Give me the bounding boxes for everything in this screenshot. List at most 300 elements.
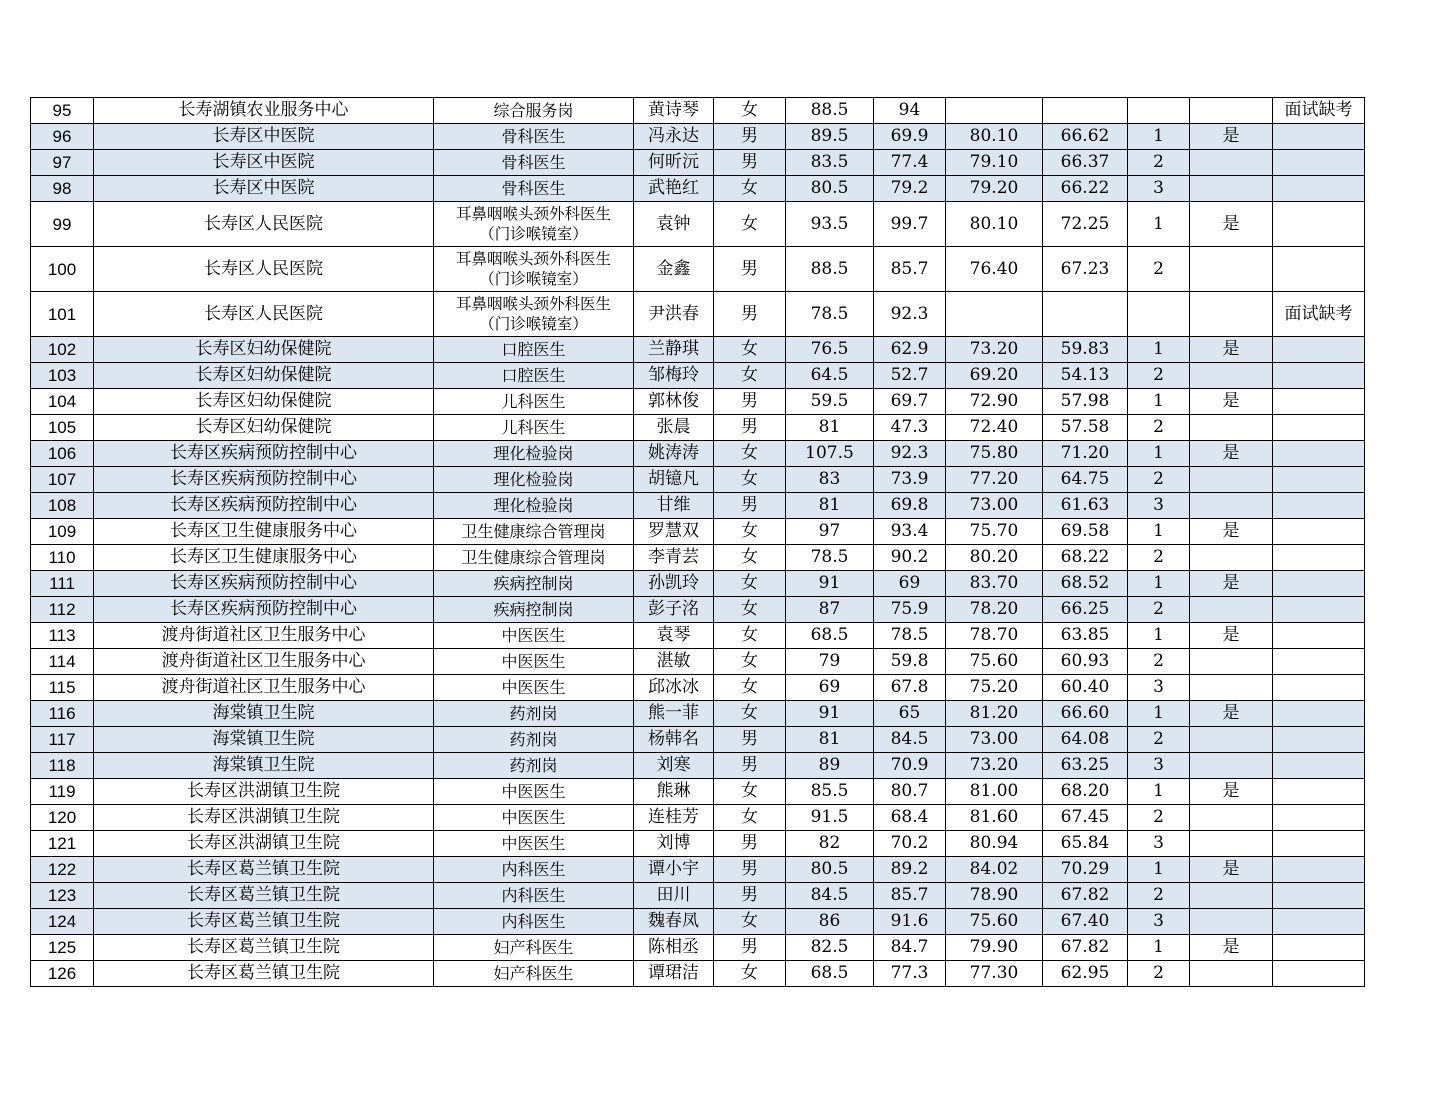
cell-gender: 男	[714, 753, 786, 779]
table-row	[31, 150, 1365, 176]
post-line: 卫生健康综合管理岗	[461, 522, 606, 541]
cell-note	[1273, 247, 1365, 292]
cell-written-score: 59.5	[786, 389, 874, 415]
cell-unit: 长寿区疾病预防控制中心	[94, 493, 434, 519]
cell-index: 100	[31, 247, 94, 292]
cell-hired	[1190, 467, 1273, 493]
cell-hired: 是	[1190, 935, 1273, 961]
cell-unit: 长寿区妇幼保健院	[94, 337, 434, 363]
cell-written-score: 81	[786, 727, 874, 753]
table-row	[31, 805, 1365, 831]
cell-name: 郭林俊	[634, 389, 714, 415]
cell-gender: 男	[714, 389, 786, 415]
cell-unit: 长寿区中医院	[94, 124, 434, 150]
cell-hired	[1190, 831, 1273, 857]
cell-hired	[1190, 675, 1273, 701]
cell-name: 邹梅玲	[634, 363, 714, 389]
cell-gender: 男	[714, 247, 786, 292]
cell-index: 98	[31, 176, 94, 202]
cell-name: 金鑫	[634, 247, 714, 292]
cell-written-score: 64.5	[786, 363, 874, 389]
cell-index: 107	[31, 467, 94, 493]
cell-rank: 1	[1128, 857, 1190, 883]
cell-name: 邱冰冰	[634, 675, 714, 701]
cell-total-score: 61.63	[1043, 493, 1128, 519]
cell-written-score: 91	[786, 701, 874, 727]
cell-name: 刘博	[634, 831, 714, 857]
cell-written-score: 78.5	[786, 292, 874, 337]
cell-interview-score: 80.20	[946, 545, 1043, 571]
cell-gender: 女	[714, 701, 786, 727]
cell-gender: 女	[714, 98, 786, 124]
post-line: 骨科医生	[501, 153, 566, 172]
cell-total-score: 60.40	[1043, 675, 1128, 701]
cell-total-score: 66.60	[1043, 701, 1128, 727]
cell-rank: 1	[1128, 202, 1190, 247]
cell-written-score: 83.5	[786, 150, 874, 176]
cell-index: 103	[31, 363, 94, 389]
table-row	[31, 857, 1365, 883]
cell-rank: 1	[1128, 389, 1190, 415]
cell-index: 106	[31, 441, 94, 467]
cell-hired	[1190, 883, 1273, 909]
cell-written-score: 89	[786, 753, 874, 779]
post-line: （门诊喉镜室）	[479, 315, 588, 333]
cell-total-score: 67.82	[1043, 883, 1128, 909]
cell-note	[1273, 727, 1365, 753]
cell-note	[1273, 857, 1365, 883]
cell-note	[1273, 649, 1365, 675]
cell-note	[1273, 779, 1365, 805]
cell-written-score: 84.5	[786, 883, 874, 909]
cell-gender: 男	[714, 292, 786, 337]
cell-gender: 女	[714, 202, 786, 247]
cell-name: 湛敏	[634, 649, 714, 675]
cell-score: 94	[874, 98, 946, 124]
cell-name: 谭小宇	[634, 857, 714, 883]
cell-written-score: 88.5	[786, 98, 874, 124]
cell-name: 陈相丞	[634, 935, 714, 961]
table-row	[31, 701, 1365, 727]
cell-interview-score	[946, 98, 1043, 124]
cell-total-score: 67.23	[1043, 247, 1128, 292]
cell-unit: 渡舟街道社区卫生服务中心	[94, 623, 434, 649]
cell-name: 熊一菲	[634, 701, 714, 727]
cell-total-score: 70.29	[1043, 857, 1128, 883]
post-line: 理化检验岗	[493, 470, 574, 489]
cell-hired	[1190, 176, 1273, 202]
cell-total-score: 67.45	[1043, 805, 1128, 831]
table-row	[31, 247, 1365, 292]
table-row	[31, 202, 1365, 247]
cell-name: 连桂芳	[634, 805, 714, 831]
cell-note	[1273, 150, 1365, 176]
cell-note	[1273, 623, 1365, 649]
post-line: 药剂岗	[509, 704, 558, 723]
cell-rank: 1	[1128, 337, 1190, 363]
cell-index: 95	[31, 98, 94, 124]
cell-note	[1273, 545, 1365, 571]
cell-note	[1273, 831, 1365, 857]
cell-post	[434, 805, 634, 831]
cell-note	[1273, 961, 1365, 987]
cell-note	[1273, 337, 1365, 363]
cell-note	[1273, 675, 1365, 701]
cell-interview-score: 80.94	[946, 831, 1043, 857]
cell-unit: 长寿湖镇农业服务中心	[94, 98, 434, 124]
cell-hired	[1190, 727, 1273, 753]
cell-unit: 长寿区洪湖镇卫生院	[94, 831, 434, 857]
cell-post	[434, 124, 634, 150]
cell-hired	[1190, 292, 1273, 337]
cell-rank: 3	[1128, 493, 1190, 519]
cell-post	[434, 98, 634, 124]
cell-rank: 2	[1128, 363, 1190, 389]
cell-unit: 长寿区葛兰镇卫生院	[94, 909, 434, 935]
post-line: 口腔医生	[501, 366, 566, 385]
cell-rank: 3	[1128, 675, 1190, 701]
cell-interview-score: 80.10	[946, 124, 1043, 150]
cell-post	[434, 292, 634, 337]
cell-index: 122	[31, 857, 94, 883]
post-line: 内科医生	[501, 860, 566, 879]
cell-unit: 长寿区人民医院	[94, 202, 434, 247]
cell-unit: 长寿区洪湖镇卫生院	[94, 779, 434, 805]
cell-index: 108	[31, 493, 94, 519]
cell-note	[1273, 805, 1365, 831]
cell-name: 何昕沅	[634, 150, 714, 176]
cell-unit: 渡舟街道社区卫生服务中心	[94, 675, 434, 701]
cell-total-score: 63.85	[1043, 623, 1128, 649]
cell-post	[434, 623, 634, 649]
cell-hired: 是	[1190, 389, 1273, 415]
cell-rank: 2	[1128, 150, 1190, 176]
cell-hired: 是	[1190, 779, 1273, 805]
cell-total-score: 67.82	[1043, 935, 1128, 961]
cell-rank: 2	[1128, 247, 1190, 292]
cell-score: 78.5	[874, 623, 946, 649]
cell-written-score: 82.5	[786, 935, 874, 961]
post-line: 妇产科医生	[493, 938, 574, 957]
cell-name: 袁钟	[634, 202, 714, 247]
cell-hired	[1190, 98, 1273, 124]
cell-unit: 长寿区卫生健康服务中心	[94, 545, 434, 571]
cell-gender: 女	[714, 467, 786, 493]
cell-written-score: 79	[786, 649, 874, 675]
cell-rank: 1	[1128, 623, 1190, 649]
cell-hired	[1190, 649, 1273, 675]
cell-total-score: 60.93	[1043, 649, 1128, 675]
cell-interview-score: 79.20	[946, 176, 1043, 202]
cell-hired: 是	[1190, 441, 1273, 467]
cell-note	[1273, 597, 1365, 623]
cell-gender: 女	[714, 779, 786, 805]
cell-score: 77.3	[874, 961, 946, 987]
cell-name: 李青芸	[634, 545, 714, 571]
cell-total-score	[1043, 98, 1128, 124]
cell-interview-score: 73.00	[946, 727, 1043, 753]
cell-note	[1273, 493, 1365, 519]
cell-total-score: 54.13	[1043, 363, 1128, 389]
cell-score: 93.4	[874, 519, 946, 545]
cell-interview-score	[946, 292, 1043, 337]
cell-post	[434, 779, 634, 805]
cell-post	[434, 753, 634, 779]
cell-hired: 是	[1190, 519, 1273, 545]
cell-score: 90.2	[874, 545, 946, 571]
post-line: 内科医生	[501, 912, 566, 931]
cell-post	[434, 675, 634, 701]
cell-gender: 女	[714, 961, 786, 987]
cell-interview-score: 75.60	[946, 909, 1043, 935]
cell-post	[434, 247, 634, 292]
cell-gender: 女	[714, 597, 786, 623]
cell-hired	[1190, 493, 1273, 519]
table-row	[31, 545, 1365, 571]
post-line: 儿科医生	[501, 392, 566, 411]
cell-index: 99	[31, 202, 94, 247]
cell-written-score: 85.5	[786, 779, 874, 805]
table-row	[31, 779, 1365, 805]
cell-gender: 女	[714, 363, 786, 389]
cell-index: 125	[31, 935, 94, 961]
cell-index: 105	[31, 415, 94, 441]
cell-index: 102	[31, 337, 94, 363]
cell-name: 袁琴	[634, 623, 714, 649]
cell-rank: 1	[1128, 701, 1190, 727]
cell-note	[1273, 415, 1365, 441]
cell-note: 面试缺考	[1273, 292, 1365, 337]
cell-total-score: 66.22	[1043, 176, 1128, 202]
cell-hired	[1190, 961, 1273, 987]
cell-total-score: 63.25	[1043, 753, 1128, 779]
table-row	[31, 493, 1365, 519]
cell-post	[434, 202, 634, 247]
cell-index: 97	[31, 150, 94, 176]
cell-unit: 海棠镇卫生院	[94, 727, 434, 753]
cell-post	[434, 467, 634, 493]
cell-total-score: 62.95	[1043, 961, 1128, 987]
cell-gender: 女	[714, 571, 786, 597]
cell-post	[434, 441, 634, 467]
cell-post	[434, 519, 634, 545]
cell-note	[1273, 701, 1365, 727]
cell-index: 112	[31, 597, 94, 623]
cell-hired	[1190, 415, 1273, 441]
cell-gender: 女	[714, 649, 786, 675]
cell-rank: 3	[1128, 753, 1190, 779]
cell-gender: 男	[714, 415, 786, 441]
cell-score: 52.7	[874, 363, 946, 389]
cell-written-score: 93.5	[786, 202, 874, 247]
cell-hired: 是	[1190, 337, 1273, 363]
cell-written-score: 80.5	[786, 857, 874, 883]
cell-interview-score: 75.60	[946, 649, 1043, 675]
cell-name: 胡镱凡	[634, 467, 714, 493]
cell-unit: 海棠镇卫生院	[94, 753, 434, 779]
cell-post	[434, 935, 634, 961]
cell-note	[1273, 571, 1365, 597]
cell-post	[434, 649, 634, 675]
cell-unit: 长寿区葛兰镇卫生院	[94, 961, 434, 987]
post-line: （门诊喉镜室）	[479, 270, 588, 288]
cell-name: 彭子洺	[634, 597, 714, 623]
cell-rank: 2	[1128, 805, 1190, 831]
cell-name: 熊琳	[634, 779, 714, 805]
cell-written-score: 83	[786, 467, 874, 493]
cell-written-score: 91	[786, 571, 874, 597]
cell-score: 84.7	[874, 935, 946, 961]
cell-post	[434, 363, 634, 389]
cell-written-score: 81	[786, 493, 874, 519]
post-line: 耳鼻咽喉头颈外科医生	[455, 205, 611, 223]
post-line: 儿科医生	[501, 418, 566, 437]
cell-post	[434, 727, 634, 753]
cell-name: 罗慧双	[634, 519, 714, 545]
cell-score: 70.2	[874, 831, 946, 857]
cell-gender: 女	[714, 909, 786, 935]
cell-score: 69.9	[874, 124, 946, 150]
cell-gender: 男	[714, 150, 786, 176]
cell-score: 62.9	[874, 337, 946, 363]
cell-note	[1273, 935, 1365, 961]
cell-total-score: 65.84	[1043, 831, 1128, 857]
cell-total-score: 66.62	[1043, 124, 1128, 150]
cell-index: 116	[31, 701, 94, 727]
cell-rank: 1	[1128, 441, 1190, 467]
cell-hired	[1190, 545, 1273, 571]
cell-hired: 是	[1190, 571, 1273, 597]
cell-unit: 长寿区妇幼保健院	[94, 415, 434, 441]
cell-interview-score: 73.20	[946, 337, 1043, 363]
cell-note: 面试缺考	[1273, 98, 1365, 124]
cell-total-score: 64.75	[1043, 467, 1128, 493]
post-line: 中医医生	[501, 834, 566, 853]
cell-gender: 女	[714, 176, 786, 202]
cell-post	[434, 857, 634, 883]
cell-unit: 长寿区人民医院	[94, 292, 434, 337]
cell-name: 刘寒	[634, 753, 714, 779]
cell-written-score: 87	[786, 597, 874, 623]
cell-post	[434, 389, 634, 415]
cell-score: 80.7	[874, 779, 946, 805]
cell-interview-score: 72.90	[946, 389, 1043, 415]
cell-written-score: 68.5	[786, 961, 874, 987]
post-line: 疾病控制岗	[493, 600, 574, 619]
cell-name: 冯永达	[634, 124, 714, 150]
cell-written-score: 82	[786, 831, 874, 857]
post-line: 耳鼻咽喉头颈外科医生	[455, 250, 611, 268]
cell-index: 110	[31, 545, 94, 571]
post-line: 理化检验岗	[493, 496, 574, 515]
cell-unit: 长寿区疾病预防控制中心	[94, 571, 434, 597]
cell-note	[1273, 389, 1365, 415]
post-line: 药剂岗	[509, 756, 558, 775]
cell-name: 武艳红	[634, 176, 714, 202]
cell-score: 73.9	[874, 467, 946, 493]
post-line: 中医医生	[501, 652, 566, 671]
cell-score: 85.7	[874, 883, 946, 909]
cell-index: 118	[31, 753, 94, 779]
cell-unit: 长寿区疾病预防控制中心	[94, 597, 434, 623]
cell-hired	[1190, 909, 1273, 935]
post-line: 内科医生	[501, 886, 566, 905]
cell-index: 111	[31, 571, 94, 597]
post-line: 中医医生	[501, 808, 566, 827]
cell-score: 69	[874, 571, 946, 597]
cell-index: 115	[31, 675, 94, 701]
cell-index: 121	[31, 831, 94, 857]
cell-written-score: 107.5	[786, 441, 874, 467]
cell-post	[434, 415, 634, 441]
cell-interview-score: 73.20	[946, 753, 1043, 779]
cell-interview-score: 69.20	[946, 363, 1043, 389]
cell-unit: 长寿区人民医院	[94, 247, 434, 292]
cell-index: 114	[31, 649, 94, 675]
cell-hired	[1190, 363, 1273, 389]
cell-written-score: 76.5	[786, 337, 874, 363]
cell-interview-score: 81.20	[946, 701, 1043, 727]
cell-score: 77.4	[874, 150, 946, 176]
cell-interview-score: 83.70	[946, 571, 1043, 597]
post-line: 中医医生	[501, 626, 566, 645]
cell-unit: 长寿区葛兰镇卫生院	[94, 935, 434, 961]
cell-score: 89.2	[874, 857, 946, 883]
cell-interview-score: 78.70	[946, 623, 1043, 649]
cell-post	[434, 150, 634, 176]
post-line: 卫生健康综合管理岗	[461, 548, 606, 567]
table-row	[31, 623, 1365, 649]
cell-unit: 海棠镇卫生院	[94, 701, 434, 727]
cell-note	[1273, 124, 1365, 150]
cell-written-score: 97	[786, 519, 874, 545]
cell-rank: 1	[1128, 935, 1190, 961]
cell-score: 92.3	[874, 292, 946, 337]
cell-written-score: 89.5	[786, 124, 874, 150]
cell-total-score: 69.58	[1043, 519, 1128, 545]
cell-score: 65	[874, 701, 946, 727]
cell-hired: 是	[1190, 623, 1273, 649]
cell-rank: 2	[1128, 961, 1190, 987]
table-row	[31, 337, 1365, 363]
cell-score: 47.3	[874, 415, 946, 441]
cell-index: 117	[31, 727, 94, 753]
cell-post	[434, 545, 634, 571]
table-row	[31, 467, 1365, 493]
table-row	[31, 935, 1365, 961]
cell-unit: 长寿区中医院	[94, 176, 434, 202]
cell-hired: 是	[1190, 701, 1273, 727]
cell-post	[434, 176, 634, 202]
cell-total-score: 72.25	[1043, 202, 1128, 247]
cell-post	[434, 883, 634, 909]
cell-name: 黄诗琴	[634, 98, 714, 124]
cell-unit: 长寿区妇幼保健院	[94, 363, 434, 389]
post-line: 理化检验岗	[493, 444, 574, 463]
cell-rank: 3	[1128, 909, 1190, 935]
post-line: 疾病控制岗	[493, 574, 574, 593]
cell-post	[434, 831, 634, 857]
cell-gender: 女	[714, 337, 786, 363]
cell-total-score: 57.98	[1043, 389, 1128, 415]
cell-rank: 1	[1128, 124, 1190, 150]
cell-interview-score: 76.40	[946, 247, 1043, 292]
cell-note	[1273, 519, 1365, 545]
cell-total-score: 67.40	[1043, 909, 1128, 935]
cell-hired	[1190, 753, 1273, 779]
cell-written-score: 80.5	[786, 176, 874, 202]
cell-score: 92.3	[874, 441, 946, 467]
